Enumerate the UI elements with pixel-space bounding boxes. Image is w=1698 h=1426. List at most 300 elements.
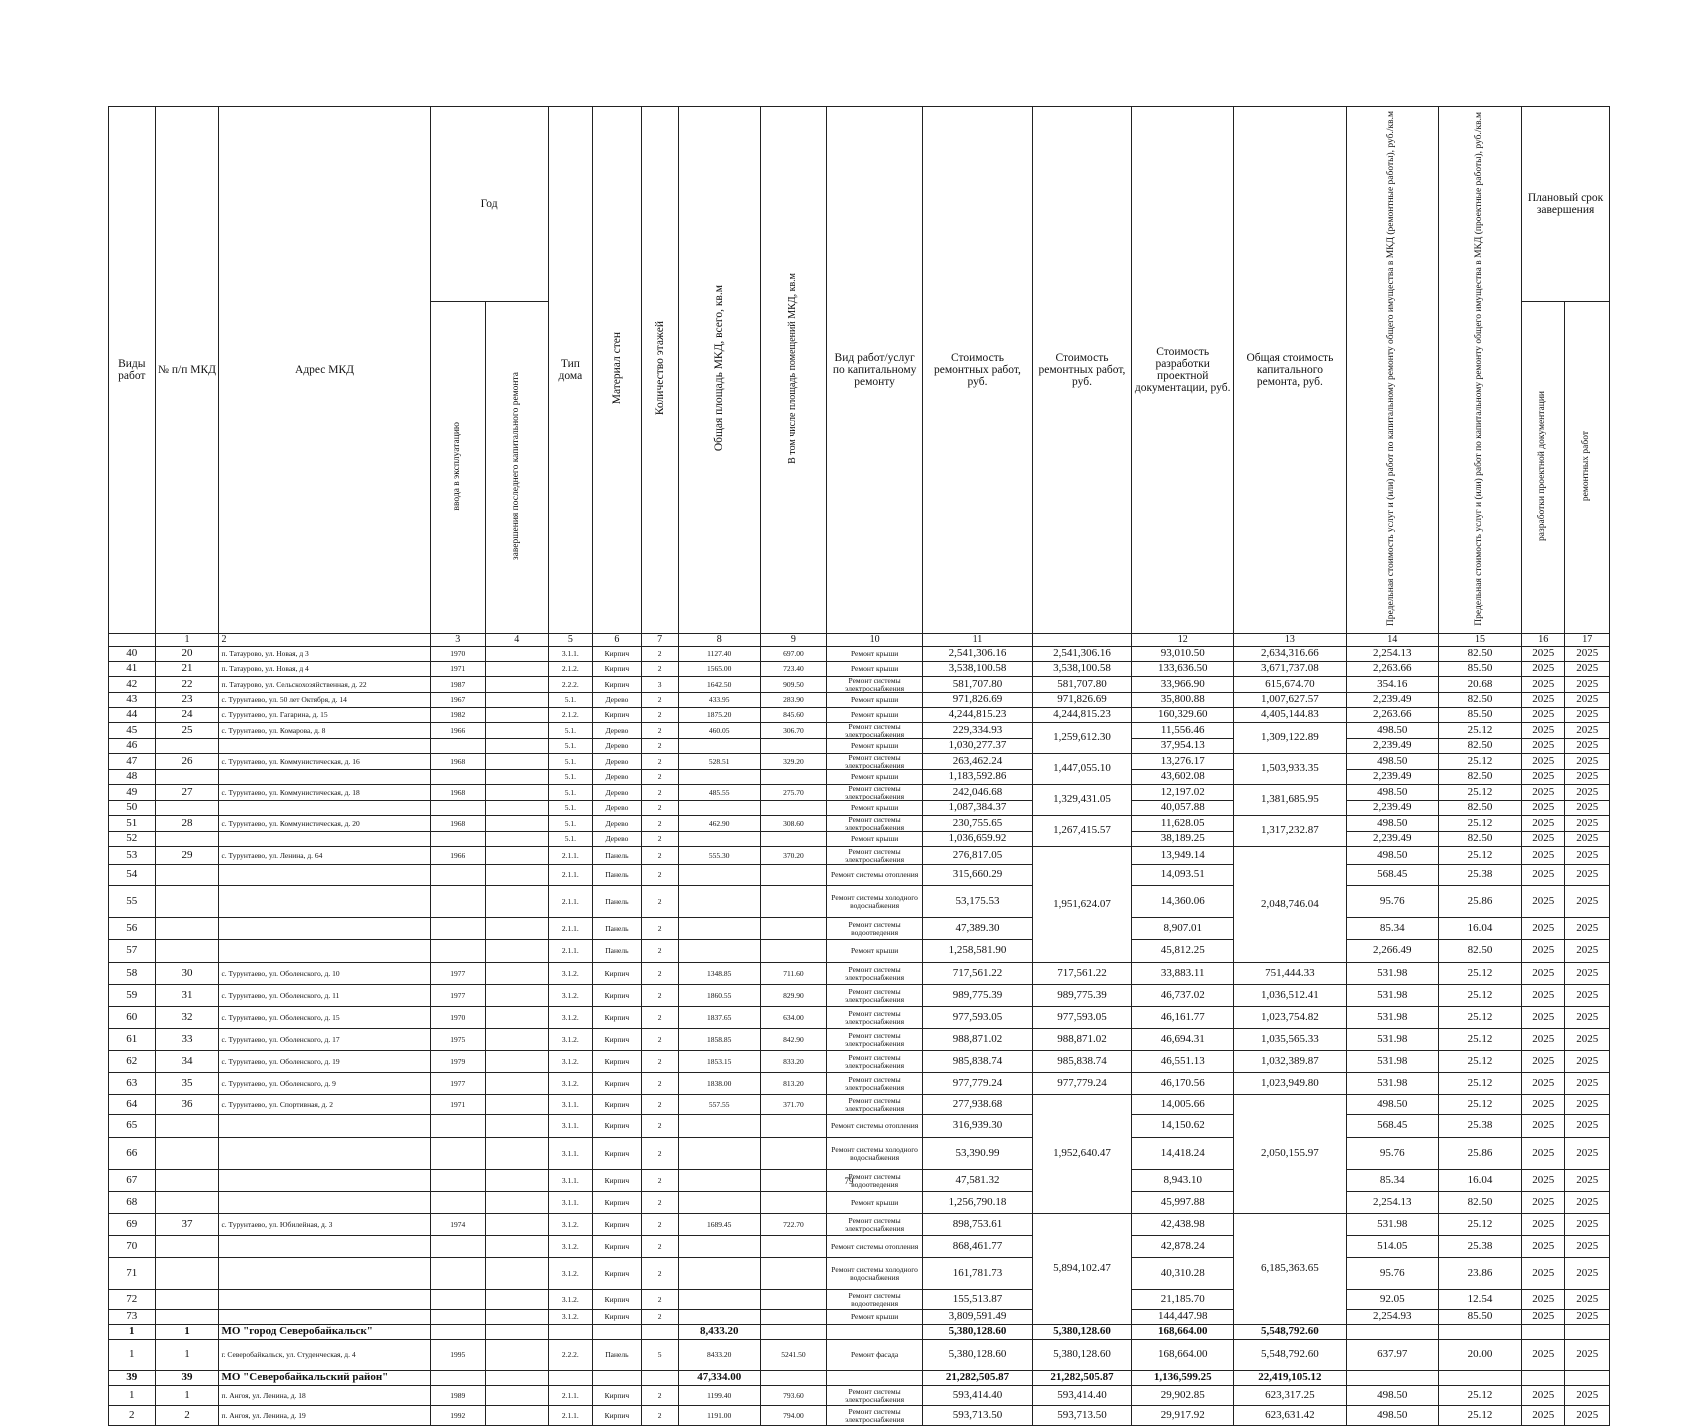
table-cell: 82.50 <box>1438 1192 1521 1214</box>
table-cell: 2025 <box>1565 847 1610 865</box>
table-cell: 531.98 <box>1346 963 1438 985</box>
table-cell: 65 <box>109 1115 156 1138</box>
table-cell <box>155 1290 219 1310</box>
table-cell: 82.50 <box>1438 770 1521 785</box>
table-cell <box>219 1236 430 1258</box>
header-repair-cost-1: Стоимость ремонтных работ, руб. <box>923 107 1032 634</box>
table-cell <box>678 1290 760 1310</box>
table-cell: 14,150.62 <box>1132 1115 1234 1138</box>
table-cell: 3.1.2. <box>548 963 592 985</box>
table-row <box>109 677 1610 693</box>
table-cell: Кирпич <box>593 1406 642 1426</box>
table-cell: 230,755.65 <box>923 816 1032 832</box>
table-cell: 2025 <box>1522 1386 1565 1406</box>
table-cell <box>485 739 548 754</box>
table-cell: 3 <box>641 677 678 693</box>
table-cell <box>760 1371 826 1386</box>
table-cell: 2.1.2. <box>548 708 592 723</box>
table-cell: 29,902.85 <box>1132 1386 1234 1406</box>
table-cell: 977,779.24 <box>923 1073 1032 1095</box>
table-cell <box>760 1325 826 1340</box>
table-cell: 2.2.2. <box>548 677 592 693</box>
table-cell: 2,254.13 <box>1346 647 1438 662</box>
table-row <box>109 940 1610 963</box>
table-cell: 2 <box>641 1290 678 1310</box>
table-cell: 2025 <box>1565 985 1610 1007</box>
table-cell: Панель <box>593 940 642 963</box>
table-cell: 14,360.06 <box>1132 886 1234 918</box>
table-cell: 6,185,363.65 <box>1234 1214 1347 1325</box>
table-cell: 2 <box>641 847 678 865</box>
table-cell: 2025 <box>1522 677 1565 693</box>
table-cell: 2025 <box>1565 1073 1610 1095</box>
table-cell: 1966 <box>430 847 485 865</box>
table-cell: 623,631.42 <box>1234 1406 1347 1426</box>
table-cell: 12,197.02 <box>1132 785 1234 801</box>
table-cell: 8,433.20 <box>678 1325 760 1340</box>
table-cell: 3.1.2. <box>548 1258 592 1290</box>
table-cell: Панель <box>593 918 642 940</box>
table-cell: 2025 <box>1565 801 1610 816</box>
table-cell: 8,907.01 <box>1132 918 1234 940</box>
table-cell: Панель <box>593 847 642 865</box>
table-cell: 2 <box>641 770 678 785</box>
header-year-last-repair: завершения последнего капитального ремонта <box>485 302 548 634</box>
table-cell: Ремонт крыши <box>826 662 922 677</box>
table-cell <box>641 1371 678 1386</box>
table-cell <box>485 801 548 816</box>
table-cell <box>155 1138 219 1170</box>
table-cell <box>485 816 548 832</box>
table-cell: п. Татаурово, ул. Новая, д 3 <box>219 647 430 662</box>
table-cell <box>548 1371 592 1386</box>
table-cell: 16.04 <box>1438 1170 1521 1192</box>
table-cell: Ремонт системы водоотведения <box>826 1290 922 1310</box>
table-cell <box>641 1325 678 1340</box>
table-cell: 2 <box>641 785 678 801</box>
table-cell <box>430 886 485 918</box>
table-cell <box>219 1310 430 1325</box>
table-cell: 1689.45 <box>678 1214 760 1236</box>
column-number: 14 <box>1346 634 1438 647</box>
table-cell <box>219 770 430 785</box>
table-cell: 2025 <box>1565 832 1610 847</box>
table-cell: Ремонт системы электроснабжения <box>826 785 922 801</box>
table-cell: 5,380,128.60 <box>1032 1325 1132 1340</box>
table-cell: 2,263.66 <box>1346 662 1438 677</box>
table-cell: 45,812.25 <box>1132 940 1234 963</box>
table-cell: 2025 <box>1565 940 1610 963</box>
table-cell: 751,444.33 <box>1234 963 1347 985</box>
table-cell: 977,593.05 <box>923 1007 1032 1029</box>
table-cell: 21,282,505.87 <box>1032 1371 1132 1386</box>
table-cell: 329.20 <box>760 754 826 770</box>
table-cell: 1,329,431.05 <box>1032 785 1132 816</box>
table-cell: 68 <box>109 1192 156 1214</box>
table-cell: 5.1. <box>548 801 592 816</box>
table-cell <box>760 1236 826 1258</box>
table-cell <box>219 832 430 847</box>
table-cell <box>430 739 485 754</box>
header-year: Год <box>430 107 548 302</box>
table-cell: 25.38 <box>1438 1115 1521 1138</box>
table-cell: 25.12 <box>1438 1029 1521 1051</box>
table-cell <box>678 1310 760 1325</box>
table-cell: 985,838.74 <box>1032 1051 1132 1073</box>
table-cell: 31 <box>155 985 219 1007</box>
table-cell: 2025 <box>1522 918 1565 940</box>
table-cell: 988,871.02 <box>1032 1029 1132 1051</box>
table-cell: 58 <box>109 963 156 985</box>
header-house-type: Тип дома <box>548 107 592 634</box>
table-cell: Дерево <box>593 754 642 770</box>
table-cell <box>485 940 548 963</box>
table-cell: г. Северобайкальск, ул. Студенческая, д. 4 <box>219 1340 430 1371</box>
table-cell <box>219 886 430 918</box>
table-cell: 82.50 <box>1438 693 1521 708</box>
table-cell: 2025 <box>1522 1406 1565 1426</box>
table-cell: 25.12 <box>1438 754 1521 770</box>
table-cell: 14,005.66 <box>1132 1095 1234 1115</box>
table-cell: 35,800.88 <box>1132 693 1234 708</box>
table-cell: 62 <box>109 1051 156 1073</box>
table-cell: 2 <box>641 1170 678 1192</box>
table-cell: 1,023,754.82 <box>1234 1007 1347 1029</box>
table-cell: 33,883.11 <box>1132 963 1234 985</box>
table-cell <box>485 1258 548 1290</box>
table-cell: Ремонт системы электроснабжения <box>826 963 922 985</box>
table-cell <box>155 886 219 918</box>
table-cell: 2.1.1. <box>548 886 592 918</box>
table-cell: с. Турунтаево, ул. Коммунистическая, д. 18 <box>219 785 430 801</box>
table-cell: Кирпич <box>593 1029 642 1051</box>
table-cell: 1992 <box>430 1406 485 1426</box>
table-cell: 25.12 <box>1438 785 1521 801</box>
table-cell: 1974 <box>430 1214 485 1236</box>
table-cell <box>485 693 548 708</box>
table-row <box>109 918 1610 940</box>
table-cell: 615,674.70 <box>1234 677 1347 693</box>
table-cell: 531.98 <box>1346 1029 1438 1051</box>
table-cell: Ремонт крыши <box>826 708 922 723</box>
table-cell <box>219 739 430 754</box>
table-cell: 3.1.2. <box>548 985 592 1007</box>
table-cell: 14,418.24 <box>1132 1138 1234 1170</box>
table-cell: 498.50 <box>1346 723 1438 739</box>
table-cell <box>485 832 548 847</box>
table-cell: 1348.85 <box>678 963 760 985</box>
table-cell: 2025 <box>1522 985 1565 1007</box>
column-number: 9 <box>760 634 826 647</box>
table-row <box>109 1290 1610 1310</box>
table-cell: 2,239.49 <box>1346 693 1438 708</box>
table-cell: 2025 <box>1522 1051 1565 1073</box>
table-cell <box>219 940 430 963</box>
table-cell: 3.1.2. <box>548 1073 592 1095</box>
table-cell: 28 <box>155 816 219 832</box>
table-cell: 1,030,277.37 <box>923 739 1032 754</box>
table-cell: 2025 <box>1565 647 1610 662</box>
table-cell: 46,737.02 <box>1132 985 1234 1007</box>
table-cell <box>1438 1371 1521 1386</box>
header-premises-area: В том числе площадь помещений МКД, кв.м <box>760 107 826 634</box>
table-cell: 59 <box>109 985 156 1007</box>
table-cell: Кирпич <box>593 1192 642 1214</box>
table-cell <box>219 865 430 886</box>
table-cell <box>1565 1371 1610 1386</box>
table-cell: 161,781.73 <box>923 1258 1032 1290</box>
table-cell: 2 <box>641 865 678 886</box>
table-cell <box>430 1325 485 1340</box>
table-row <box>109 1095 1610 1115</box>
table-cell: 498.50 <box>1346 1095 1438 1115</box>
table-cell <box>485 1115 548 1138</box>
table-cell: 50 <box>109 801 156 816</box>
table-cell: 2 <box>641 1192 678 1214</box>
table-cell: 37,954.13 <box>1132 739 1234 754</box>
table-cell: 2025 <box>1565 1340 1610 1371</box>
table-cell: 1966 <box>430 723 485 739</box>
table-cell: Кирпич <box>593 1007 642 1029</box>
table-cell <box>826 1325 922 1340</box>
table-cell <box>678 1115 760 1138</box>
table-cell: 25.12 <box>1438 1073 1521 1095</box>
column-number: 12 <box>1132 634 1234 647</box>
table-cell: 2,266.49 <box>1346 940 1438 963</box>
table-cell <box>678 1192 760 1214</box>
table-row <box>109 647 1610 662</box>
table-cell <box>430 1258 485 1290</box>
table-cell: 1995 <box>430 1340 485 1371</box>
table-cell: 2025 <box>1565 1095 1610 1115</box>
table-row <box>109 1115 1610 1138</box>
table-cell: 37 <box>155 1214 219 1236</box>
table-cell: 977,593.05 <box>1032 1007 1132 1029</box>
table-cell: 498.50 <box>1346 1386 1438 1406</box>
table-cell: Дерево <box>593 693 642 708</box>
table-cell: 2025 <box>1522 1258 1565 1290</box>
table-cell: 637.97 <box>1346 1340 1438 1371</box>
table-cell: 2,541,306.16 <box>923 647 1032 662</box>
table-cell: 2025 <box>1565 1310 1610 1325</box>
table-cell: Кирпич <box>593 985 642 1007</box>
table-cell: с. Турунтаево, ул. Юбилейная, д. 3 <box>219 1214 430 1236</box>
table-cell: 1,183,592.86 <box>923 770 1032 785</box>
table-cell: с. Турунтаево, ул. Спортивная, д. 2 <box>219 1095 430 1115</box>
table-cell: 1971 <box>430 1095 485 1115</box>
table-cell <box>678 1258 760 1290</box>
table-cell: Ремонт крыши <box>826 647 922 662</box>
table-cell: 25.12 <box>1438 985 1521 1007</box>
table-cell: Ремонт системы холодного водоснабжения <box>826 886 922 918</box>
column-number: 17 <box>1565 634 1610 647</box>
table-cell: 3.1.1. <box>548 1138 592 1170</box>
table-cell <box>430 1236 485 1258</box>
table-cell: Дерево <box>593 723 642 739</box>
table-cell: 1987 <box>430 677 485 693</box>
table-cell: 85.50 <box>1438 708 1521 723</box>
table-cell: Ремонт системы холодного водоснабжения <box>826 1138 922 1170</box>
table-cell: 12.54 <box>1438 1290 1521 1310</box>
column-number: 3 <box>430 634 485 647</box>
table-cell: Кирпич <box>593 1258 642 1290</box>
table-cell: 717,561.22 <box>1032 963 1132 985</box>
table-cell: 1853.15 <box>678 1051 760 1073</box>
table-cell: 498.50 <box>1346 754 1438 770</box>
table-cell <box>485 785 548 801</box>
table-row <box>109 770 1610 785</box>
table-cell: 67 <box>109 1170 156 1192</box>
table-cell: Ремонт системы электроснабжения <box>826 1073 922 1095</box>
table-cell: Кирпич <box>593 1386 642 1406</box>
table-row <box>109 1258 1610 1290</box>
table-cell: 2025 <box>1565 770 1610 785</box>
table-cell: 40,057.88 <box>1132 801 1234 816</box>
table-cell: 49 <box>109 785 156 801</box>
table-cell: 2025 <box>1565 1170 1610 1192</box>
table-cell: 2 <box>641 1073 678 1095</box>
table-cell: 2025 <box>1522 816 1565 832</box>
table-cell: 82.50 <box>1438 832 1521 847</box>
table-cell: 45,997.88 <box>1132 1192 1234 1214</box>
table-row <box>109 1029 1610 1051</box>
table-cell <box>678 865 760 886</box>
table-cell: 3.1.1. <box>548 647 592 662</box>
table-cell: 32 <box>155 1007 219 1029</box>
table-cell: 845.60 <box>760 708 826 723</box>
table-cell: 27 <box>155 785 219 801</box>
table-cell: 4,405,144.83 <box>1234 708 1347 723</box>
table-cell <box>430 770 485 785</box>
table-cell: 2 <box>641 647 678 662</box>
table-cell: 5,894,102.47 <box>1032 1214 1132 1325</box>
table-cell: 2 <box>641 1007 678 1029</box>
table-cell: 85.50 <box>1438 1310 1521 1325</box>
table-cell <box>548 1325 592 1340</box>
table-cell: 531.98 <box>1346 1214 1438 1236</box>
table-cell: Кирпич <box>593 1138 642 1170</box>
table-cell: 3.1.2. <box>548 1051 592 1073</box>
table-cell <box>760 1115 826 1138</box>
table-cell: 2025 <box>1565 739 1610 754</box>
table-cell: 3.1.2. <box>548 1310 592 1325</box>
table-cell: 25.86 <box>1438 1138 1521 1170</box>
table-cell: 2025 <box>1522 693 1565 708</box>
table-cell <box>155 801 219 816</box>
table-cell: 2,263.66 <box>1346 708 1438 723</box>
table-cell: 2025 <box>1565 816 1610 832</box>
table-cell: 48 <box>109 770 156 785</box>
total-row <box>109 1325 1610 1340</box>
table-cell: 13,276.17 <box>1132 754 1234 770</box>
table-cell: 23 <box>155 693 219 708</box>
table-row <box>109 1138 1610 1170</box>
table-cell: 514.05 <box>1346 1236 1438 1258</box>
table-row <box>109 693 1610 708</box>
table-cell: 581,707.80 <box>923 677 1032 693</box>
table-cell: Кирпич <box>593 1214 642 1236</box>
header-wall-material: Материал стен <box>593 107 642 634</box>
table-cell <box>430 1371 485 1386</box>
table-cell <box>485 647 548 662</box>
table-cell: 909.50 <box>760 677 826 693</box>
table-cell: 2025 <box>1522 1192 1565 1214</box>
table-cell <box>485 1325 548 1340</box>
table-cell: 46,161.77 <box>1132 1007 1234 1029</box>
column-number: 16 <box>1522 634 1565 647</box>
table-cell: Ремонт системы отопления <box>826 1115 922 1138</box>
table-cell: п. Татаурово, ул. Новая, д 4 <box>219 662 430 677</box>
table-cell: 498.50 <box>1346 816 1438 832</box>
table-cell: 2025 <box>1522 770 1565 785</box>
column-number: 1 <box>155 634 219 647</box>
table-cell: 51 <box>109 816 156 832</box>
table-cell: 2 <box>641 1115 678 1138</box>
table-cell: 25.12 <box>1438 1007 1521 1029</box>
table-cell: 2025 <box>1565 1029 1610 1051</box>
table-cell: 2025 <box>1522 1138 1565 1170</box>
table-cell: 2.1.2. <box>548 662 592 677</box>
table-cell <box>760 865 826 886</box>
table-cell: 1 <box>109 1325 156 1340</box>
table-cell: 2025 <box>1565 693 1610 708</box>
table-body <box>109 647 1610 1426</box>
table-cell: 793.60 <box>760 1386 826 1406</box>
table-cell: 1975 <box>430 1029 485 1051</box>
table-cell: 1199.40 <box>678 1386 760 1406</box>
table-cell: Кирпич <box>593 1236 642 1258</box>
table-cell: 160,329.60 <box>1132 708 1234 723</box>
table-cell: 1,503,933.35 <box>1234 754 1347 785</box>
column-number: 6 <box>593 634 642 647</box>
table-cell: Ремонт системы электроснабжения <box>826 816 922 832</box>
table-cell: Ремонт крыши <box>826 1310 922 1325</box>
column-number: 5 <box>548 634 592 647</box>
table-cell: 5.1. <box>548 770 592 785</box>
table-cell: 1982 <box>430 708 485 723</box>
table-cell <box>485 1051 548 1073</box>
table-cell <box>430 1192 485 1214</box>
table-cell: 3,538,100.58 <box>1032 662 1132 677</box>
table-cell: 95.76 <box>1346 886 1438 918</box>
table-cell: 1979 <box>430 1051 485 1073</box>
header-limit-cost-design: Предельная стоимость услуг и (или) работ по капитальному ремонту общего имущества в МКД (проектные работы), руб./кв.м <box>1438 107 1521 634</box>
table-cell: 2025 <box>1565 1236 1610 1258</box>
table-cell: 971,826.69 <box>923 693 1032 708</box>
table-row <box>109 832 1610 847</box>
table-cell: 16.04 <box>1438 918 1521 940</box>
table-cell: 13,949.14 <box>1132 847 1234 865</box>
table-row <box>109 1406 1610 1426</box>
table-row <box>109 1007 1610 1029</box>
table-cell: 2.1.1. <box>548 847 592 865</box>
table-cell <box>430 865 485 886</box>
table-cell: 39 <box>155 1371 219 1386</box>
header-year-commissioned: ввода в эксплуатацию <box>430 302 485 634</box>
table-cell: 47,389.30 <box>923 918 1032 940</box>
table-cell: 3.1.1. <box>548 1170 592 1192</box>
table-cell: 3.1.1. <box>548 1095 592 1115</box>
table-cell: 2025 <box>1565 886 1610 918</box>
table-cell: 5.1. <box>548 754 592 770</box>
table-cell: Кирпич <box>593 1290 642 1310</box>
document-page <box>108 106 1610 1426</box>
table-row <box>109 847 1610 865</box>
table-cell <box>1438 1325 1521 1340</box>
table-cell: 3,538,100.58 <box>923 662 1032 677</box>
table-cell: Кирпич <box>593 708 642 723</box>
table-cell <box>760 918 826 940</box>
